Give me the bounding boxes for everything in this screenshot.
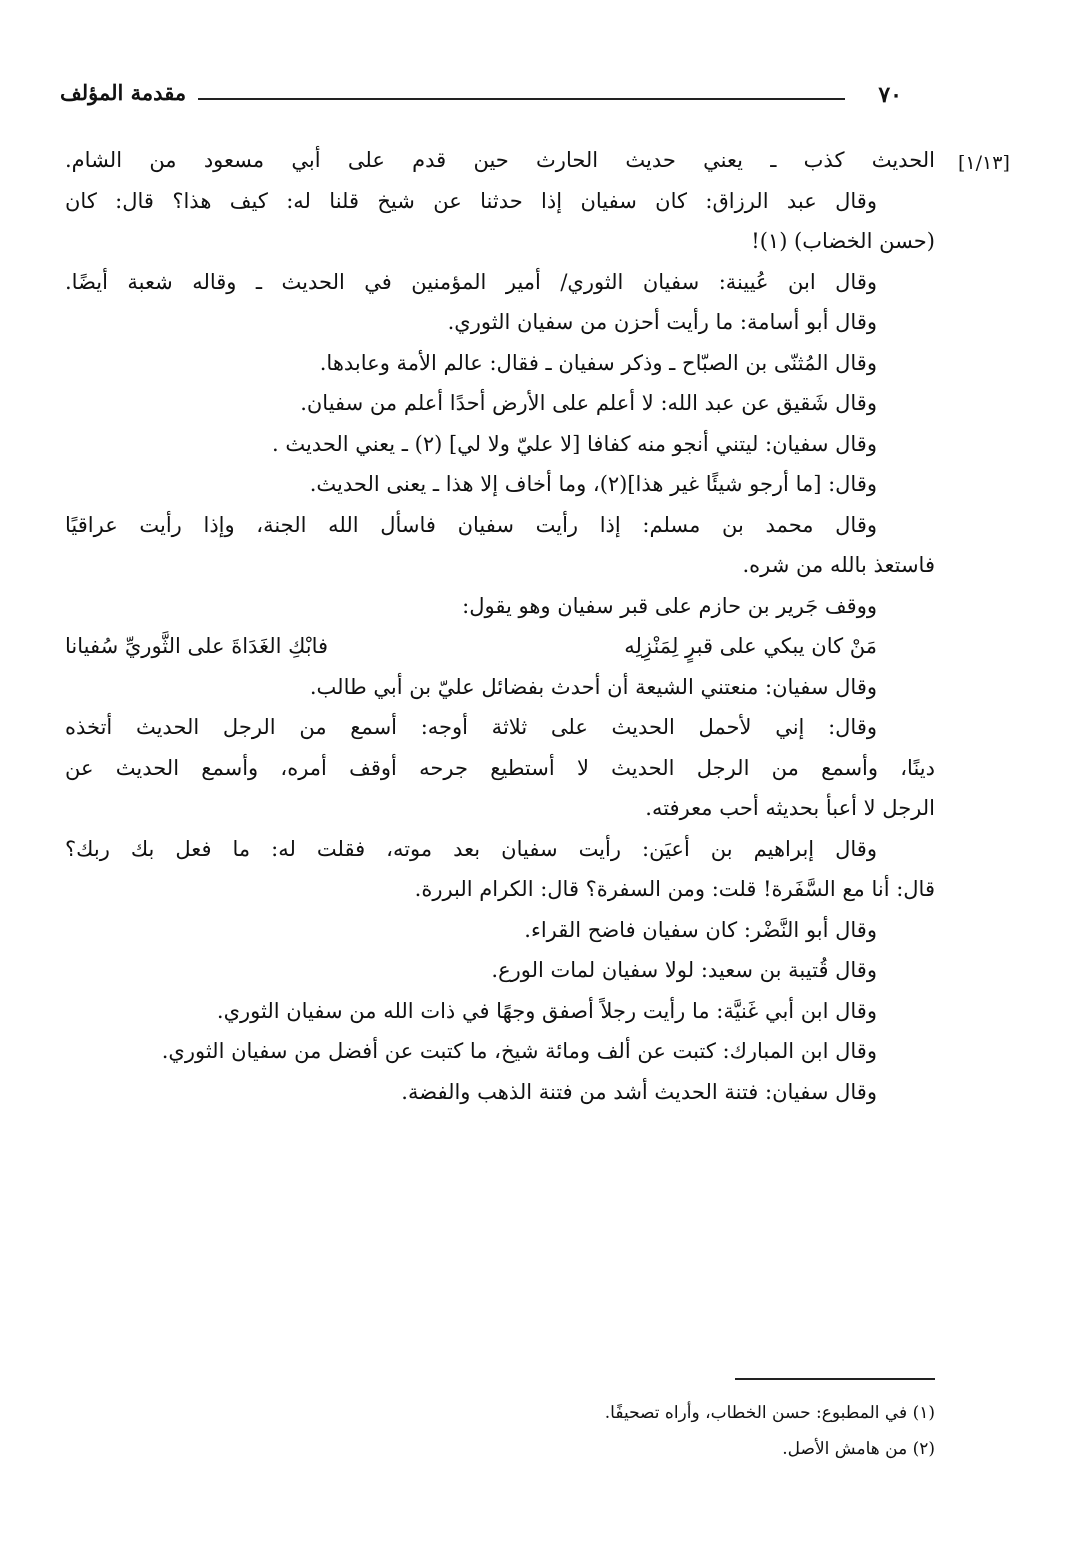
footnote: (١) في المطبوع: حسن الخطاب، وأراه تصحيفًا. <box>604 1403 935 1423</box>
text-line: وقال ابن المبارك: كتبت عن ألف ومائة شيخ، ما كتبت عن أفضل من سفيان الثوري. <box>161 1039 877 1063</box>
running-title: مقدمة المؤلف <box>60 80 187 105</box>
page-number: ٧٠ <box>878 82 902 108</box>
text-line: وقال أبو النَّضْر: كان سفيان فاضح القراء. <box>524 917 877 942</box>
verse-hemistich: مَنْ كان يبكي على قبرٍ لِمَنْزِلِه <box>624 634 877 658</box>
verse-hemistich: فابْكِ الغَدَاةَ على الثَّوريِّ سُفيانا <box>65 634 329 658</box>
text-line: دينًا، وأسمع من الرجل الحديث لا أستطيع جرحه أوقف أمره، وأسمع الحديث عن <box>65 755 935 780</box>
text-line: وقال: إني لأحمل الحديث على ثلاثة أوجه: أسمع من الرجل الحديث أتخذه <box>65 715 877 739</box>
text-line: الحديث كذب ـ يعني حديث الحارث حين قدم على أبي مسعود من الشام. <box>65 148 935 172</box>
text-line: وقال سفيان: فتنة الحديث أشد من فتنة الذهب والفضة. <box>401 1079 877 1104</box>
text-line: (حسن الخضاب) (١)! <box>751 229 935 253</box>
footnote-rule <box>735 1378 935 1380</box>
text-line: قال: أنا مع السَّفَرة! قلت: ومن السفرة؟ قال: الكرام البررة. <box>414 877 935 901</box>
main-text <box>65 140 935 1112</box>
text-line: ووقف جَرير بن حازم على قبر سفيان وهو يقول: <box>462 593 877 618</box>
text-line: الرجل لا أعبأ بحديثه أحب معرفته. <box>645 796 935 820</box>
text-line: وقال ابن عُيينة: سفيان الثوري/ أمير المؤمنين في الحديث ـ وقاله شعبة أيضًا. <box>65 269 877 294</box>
footnote: (٢) من هامش الأصل. <box>782 1439 935 1459</box>
verse-line <box>65 626 935 667</box>
text-line: وقال محمد بن مسلم: إذا رأيت سفيان فاسأل الله الجنة، وإذا رأيت عراقيًا <box>65 512 877 537</box>
text-line: وقال شَقيق عن عبد الله: لا أعلم على الأرض أحدًا أعلم من سفيان. <box>300 391 877 415</box>
text-line: وقال المُثنّى بن الصبّاح ـ وذكر سفيان ـ فقال: عالم الأمة وعابدها. <box>319 350 877 375</box>
text-line: وقال قُتيبة بن سعيد: لولا سفيان لمات الورع. <box>491 958 877 982</box>
text-line: وقال سفيان: ليتني أنجو منه كفافا [لا عليّ ولا لي] (٢) ـ يعني الحديث . <box>271 431 877 456</box>
text-line: وقال ابن أبي غَنيَّة: ما رأيت رجلاً أصفق وجهًا في ذات الله من سفيان الثوري. <box>216 998 877 1023</box>
text-line: فاستعذ بالله من شره. <box>742 553 935 577</box>
text-line: وقال: [ما أرجو شيئًا غير هذا](٢)، وما أخاف إلا هذا ـ يعنى الحديث. <box>309 472 877 496</box>
text-line: وقال سفيان: منعتني الشيعة أن أحدث بفضائل عليّ بن أبي طالب. <box>309 674 877 699</box>
text-line: وقال عبد الرزاق: كان سفيان إذا حدثنا عن شيخ قلنا له: كيف هذا؟ قال: كان <box>65 188 877 213</box>
margin-reference: [١/١٣] <box>958 152 1010 174</box>
text-line: وقال أبو أسامة: ما رأيت أحزن من سفيان الثوري. <box>447 310 877 334</box>
text-line: وقال إبراهيم بن أعيَن: رأيت سفيان بعد موته، فقلت له: ما فعل بك ربك؟ <box>65 836 877 861</box>
page-header <box>60 78 940 118</box>
footnotes <box>65 1395 935 1467</box>
header-rule <box>198 98 845 100</box>
